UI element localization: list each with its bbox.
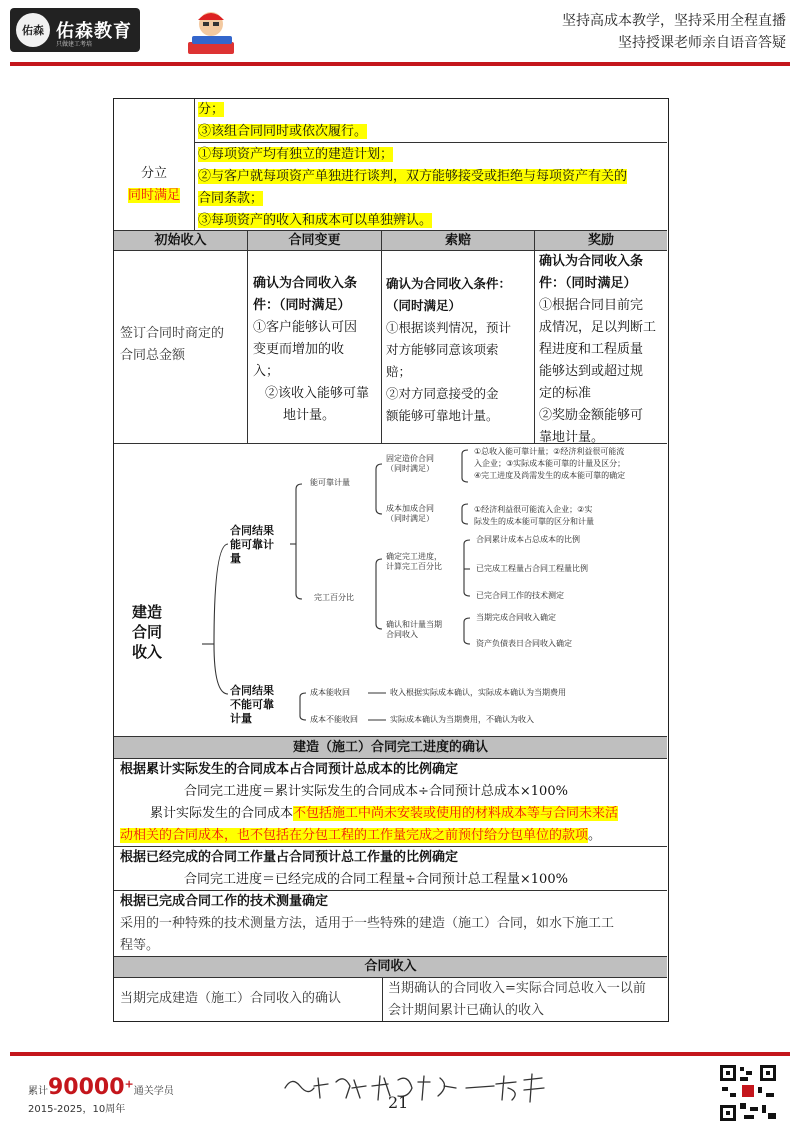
node-unreliable: 合同结果 不能可靠 计量 [230, 684, 274, 725]
method-cost-note: 累计实际发生的合同成本不包括施工中尚未安装或使用的材料成本等与合同未来活 动相关的合同成本，也不包括在分包工程的工作量完成之前预付给分包单位的款项。 [120, 806, 619, 843]
split-label: 分立 [140, 166, 167, 181]
revenue-body-row [114, 251, 667, 444]
footer-divider [10, 1052, 790, 1056]
method-workload-title: 根据已经完成的合同工作量占合同预计总工作量的比例确定 [120, 850, 459, 865]
progress-method-3: 已完合同工作的技术测定 [476, 591, 564, 600]
mind-map-root: 建造 合同 收入 [132, 603, 163, 661]
split-condition-3: ③每项资产的收入和成本可以单独辨认。 [198, 213, 433, 228]
split-top-line-1: 分； [198, 102, 225, 117]
node-fixed-price: 固定造价合同 （同时满足） [386, 454, 434, 473]
recognize-item-1: 当期完成合同收入确定 [476, 613, 556, 622]
node-can-measure: 能可靠计量 [310, 478, 350, 487]
mascot-icon [182, 6, 240, 58]
initial-revenue-text: 签订合同时商定的 合同总金额 [120, 326, 225, 363]
contract-revenue-row [114, 978, 667, 1021]
split-section [114, 99, 667, 231]
method-cost-title: 根据累计实际发生的合同成本占合同预计总成本的比例确定 [120, 762, 459, 777]
method-cost-formula: 合同完工进度＝累计实际发生的合同成本÷合同预计总成本×100% [184, 784, 568, 799]
revenue-header-row [114, 231, 667, 251]
slogan-line-2: 坚持授课老师亲自语音答疑 [618, 35, 786, 51]
claim-revenue-text: 确认为合同收入条件： （同时满足） ①根据谈判情况，预计 对方能够同意该项索 赔； ②对方同意接受的金 额能够可靠地计量。 [386, 276, 512, 423]
progress-title: 建造（施工）合同完工进度的确认 [114, 737, 667, 759]
method-technical-text: 采用的一种特殊的技术测量方法，适用于一些特殊的建造（施工）合同，如水下施工工 程等。 [120, 916, 615, 953]
logo-name: 佑森教育 [56, 21, 132, 42]
cost-recoverable-rule: 收入根据实际成本确认，实际成本确认为当期费用 [390, 688, 566, 697]
split-condition-1: ①每项资产均有独立的建造计划； [198, 147, 394, 162]
contract-revenue-left: 当期完成建造（施工）合同收入的确认 [120, 991, 342, 1006]
progress-method-1: 合同累计成本占总成本的比例 [476, 535, 580, 544]
progress-method-workload [114, 847, 667, 891]
cost-unrecoverable-rule: 实际成本确认为当期费用，不确认为收入 [390, 715, 534, 724]
logo-seal-icon: 佑森 [16, 13, 50, 47]
notes-table [113, 98, 669, 1022]
node-reliable: 合同结果 能可靠计 量 [230, 524, 274, 565]
progress-method-cost [114, 759, 667, 847]
recognize-item-2: 资产负债表日合同收入确定 [476, 639, 572, 648]
contract-revenue-title: 合同收入 [114, 957, 667, 978]
node-pct: 完工百分比 [314, 593, 354, 602]
method-workload-formula: 合同完工进度＝已经完成的合同工程量÷合同预计总工程量×100% [184, 872, 568, 887]
fixed-conditions: ①总收入能可靠计量；②经济利益很可能流 入企业；③实际成本能可靠的计量及区分； ④完工进度及尚需发生的成本能可靠的确定 [474, 447, 626, 480]
page-number: 21 [388, 1093, 409, 1112]
progress-method-technical [114, 891, 667, 957]
progress-method-2: 已完成工程量占合同工程量比例 [476, 564, 588, 573]
cost-plus-conditions: ①经济利益很可能流入企业；②实 际发生的成本能可靠的区分和计量 [474, 505, 594, 526]
contract-revenue-right: 当期确认的合同收入=实际合同总收入一以前 会计期间累计已确认的收入 [388, 981, 646, 1018]
node-cost-plus: 成本加成合同 （同时满足） [386, 504, 434, 523]
change-revenue-text: 确认为合同收入条 件：（同时满足） ①客户能够认可因 变更而增加的收 入； ②该收入能够可靠 地计量。 [253, 276, 370, 423]
header-reward: 奖励 [534, 231, 667, 250]
logo-subtitle: 只做建工考培 [56, 41, 93, 48]
split-top-line-2: ③该组合同同时或依次履行。 [198, 124, 368, 139]
split-condition-label: 同时满足 [127, 188, 180, 203]
method-technical-title: 根据已完成合同工作的技术测量确定 [120, 894, 329, 909]
node-cost-unrecoverable: 成本不能收回 [310, 715, 358, 724]
split-condition-2b: 合同条款； [198, 191, 264, 206]
split-condition-2a: ②与客户就每项资产单独进行谈判，双方能够接受或拒绝与每项资产有关的 [198, 169, 628, 184]
header-initial: 初始收入 [154, 233, 207, 248]
handwritten-signature [280, 1068, 550, 1108]
header-change: 合同变更 [247, 231, 381, 250]
header-divider [10, 62, 790, 66]
revenue-mind-map [114, 444, 667, 736]
node-cost-recoverable: 成本能收回 [310, 688, 350, 697]
brand-logo [10, 8, 140, 52]
slogan-line-1: 坚持高成本教学，坚持采用全程直播 [562, 13, 786, 29]
learner-count: 累计90000+通关学员 [28, 1075, 174, 1100]
reward-revenue-text: 确认为合同收入条 件：（同时满足） ①根据合同目前完 成情况，足以判断工 程进度和工程质量 能够达到或超过规 定的标准 ②奖励金额能够可 靠地计量。 [539, 254, 657, 445]
qr-code-icon[interactable] [718, 1063, 778, 1123]
node-determine-progress: 确定完工进度， 计算完工百分比 [386, 552, 442, 571]
header-claim: 索赔 [381, 231, 534, 250]
node-recognize-revenue: 确认和计量当期 合同收入 [386, 620, 442, 639]
anniversary-text: 2015-2025，10周年 [28, 1104, 126, 1115]
